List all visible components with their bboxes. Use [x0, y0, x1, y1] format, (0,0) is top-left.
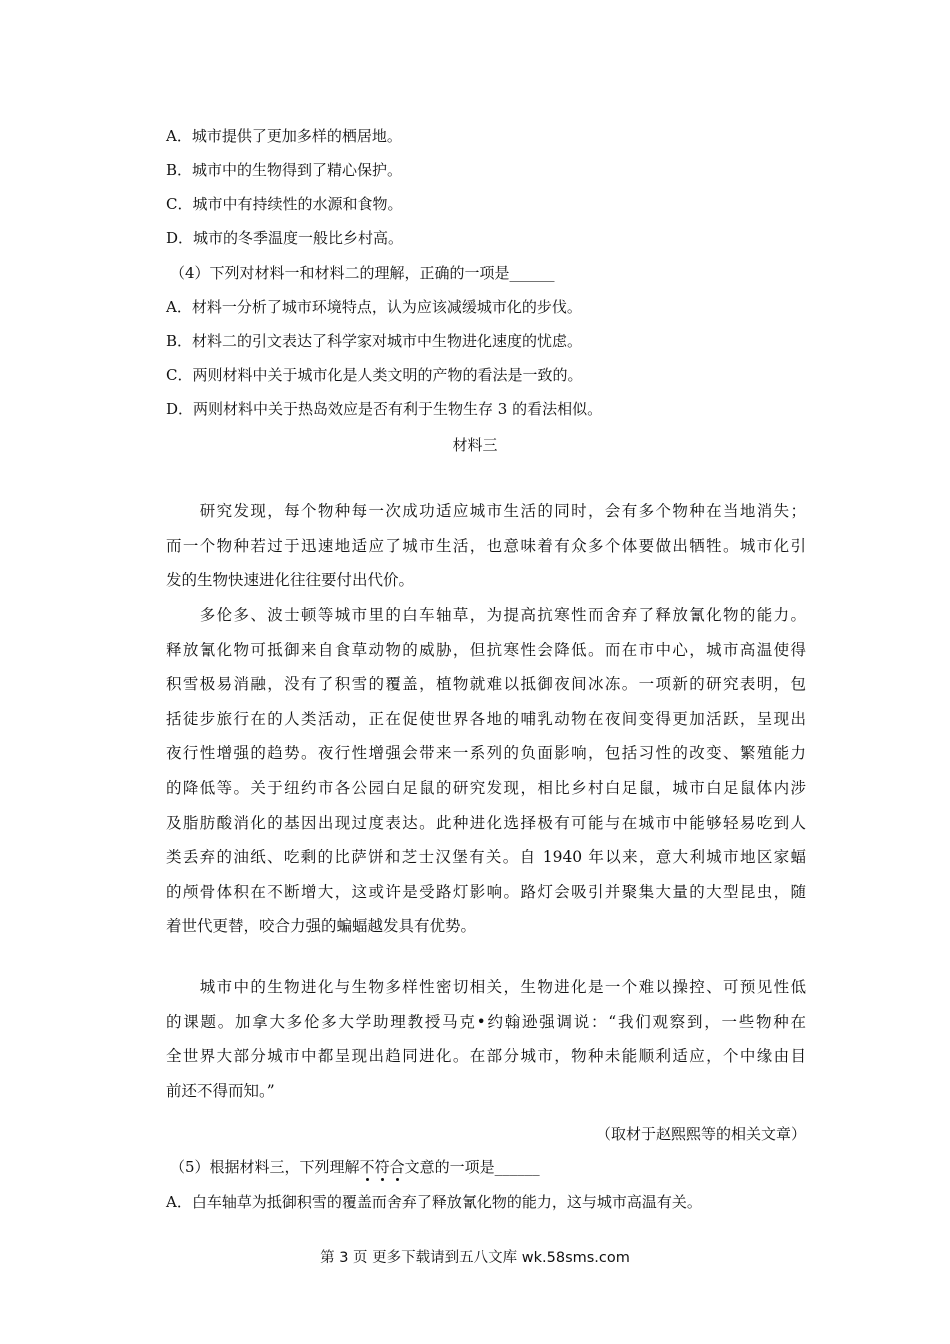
paragraph-line: 释放氰化物可抵御来自食草动物的威胁，但抗寒性会降低。而在市中心，城市高温使得	[166, 640, 806, 659]
paragraph-line: 多伦多、波士顿等城市里的白车轴草，为提高抗寒性而舍弃了释放氰化物的能力。	[166, 606, 806, 624]
paragraph-line: 城市中的生物进化与生物多样性密切相关，生物进化是一个难以操控、可预见性低	[166, 978, 806, 996]
q5-stem-after: 文意的一项是______	[404, 1158, 540, 1176]
paragraph-line: 及脂肪酸消化的基因出现过度表达。此种进化选择极有可能与在城市中能够轻易吃到人	[166, 813, 806, 832]
q3-option-d: D．城市的冬季温度一般比乡村高。	[166, 229, 404, 247]
q4-option-b: B．材料二的引文表达了科学家对城市中生物进化速度的忧虑。	[166, 332, 583, 350]
q4-option-d: D．两则材料中关于热岛效应是否有利于生物生存 3 的看法相似。	[166, 400, 603, 418]
material3-paragraph-3	[166, 970, 806, 1108]
paragraph-line: 而一个物种若过于迅速地适应了城市生活，也意味着有众多个体要做出牺牲。城市化引	[166, 536, 806, 555]
paragraph-line: 全世界大部分城市中都呈现出趋同进化。在部分城市，物种未能顺利适应，个中缘由目	[166, 1047, 806, 1066]
paragraph-line: 前还不得而知。”	[166, 1081, 275, 1100]
emphasis-char: 符	[374, 1158, 390, 1176]
q3-option-c: C．城市中有持续性的水源和食物。	[166, 195, 403, 213]
material3-paragraph-1	[166, 494, 806, 598]
page-footer: 第 3 页 更多下载请到五八文库 wk.58sms.com	[320, 1250, 630, 1266]
paragraph-line: 研究发现，每个物种每一次成功适应城市生活的同时，会有多个物种在当地消失；	[166, 502, 806, 520]
paragraph-line: 的课题。加拿大多伦多大学助理教授马克•约翰逊强调说：“我们观察到，一些物种在	[166, 1012, 806, 1031]
paragraph-line: 着世代更替，咬合力强的蝙蝠越发具有优势。	[166, 917, 477, 936]
q4-option-c: C．两则材料中关于城市化是人类文明的产物的看法是一致的。	[166, 366, 583, 384]
emphasis-char: 不	[359, 1158, 375, 1176]
q3-option-a: A．城市提供了更加多样的栖居地。	[166, 127, 402, 145]
q5-option-a: A．白车轴草为抵御积雪的覆盖而舍弃了释放氰化物的能力，这与城市高温有关。	[166, 1193, 702, 1211]
emphasis-char: 合	[389, 1158, 405, 1176]
material3-paragraph-2	[166, 598, 806, 944]
paragraph-line: 积雪极易消融，没有了积雪的覆盖，植物就难以抵御夜间冰冻。一项新的研究表明，包	[166, 675, 806, 694]
paragraph-line: 发的生物快速进化往往要付出代价。	[166, 571, 415, 590]
q5-stem	[170, 1157, 540, 1177]
material3-source: （取材于赵熙熙等的相关文章）	[595, 1125, 806, 1143]
material3-title: 材料三	[452, 436, 498, 454]
q3-option-b: B．城市中的生物得到了精心保护。	[166, 161, 403, 179]
paragraph-line: 类丢弃的油纸、吃剩的比萨饼和芝士汉堡有关。自 1940 年以来，意大利城市地区家蝠	[166, 848, 806, 867]
paragraph-line: 夜行性增强的趋势。夜行性增强会带来一系列的负面影响，包括习性的改变、繁殖能力	[166, 744, 806, 763]
paragraph-line: 的颅骨体积在不断增大，这或许是受路灯影响。路灯会吸引并聚集大量的大型昆虫，随	[166, 882, 806, 901]
q4-stem: （4）下列对材料一和材料二的理解，正确的一项是______	[170, 264, 555, 282]
paragraph-line: 括徒步旅行在的人类活动，正在促使世界各地的哺乳动物在夜间变得更加活跃，呈现出	[166, 709, 806, 728]
q5-stem-before: （5）根据材料三，下列理解	[170, 1158, 360, 1176]
q4-option-a: A．材料一分析了城市环境特点，认为应该减缓城市化的步伐。	[166, 298, 582, 316]
paragraph-line: 的降低等。关于纽约市各公园白足鼠的研究发现，相比乡村白足鼠，城市白足鼠体内涉	[166, 778, 806, 797]
